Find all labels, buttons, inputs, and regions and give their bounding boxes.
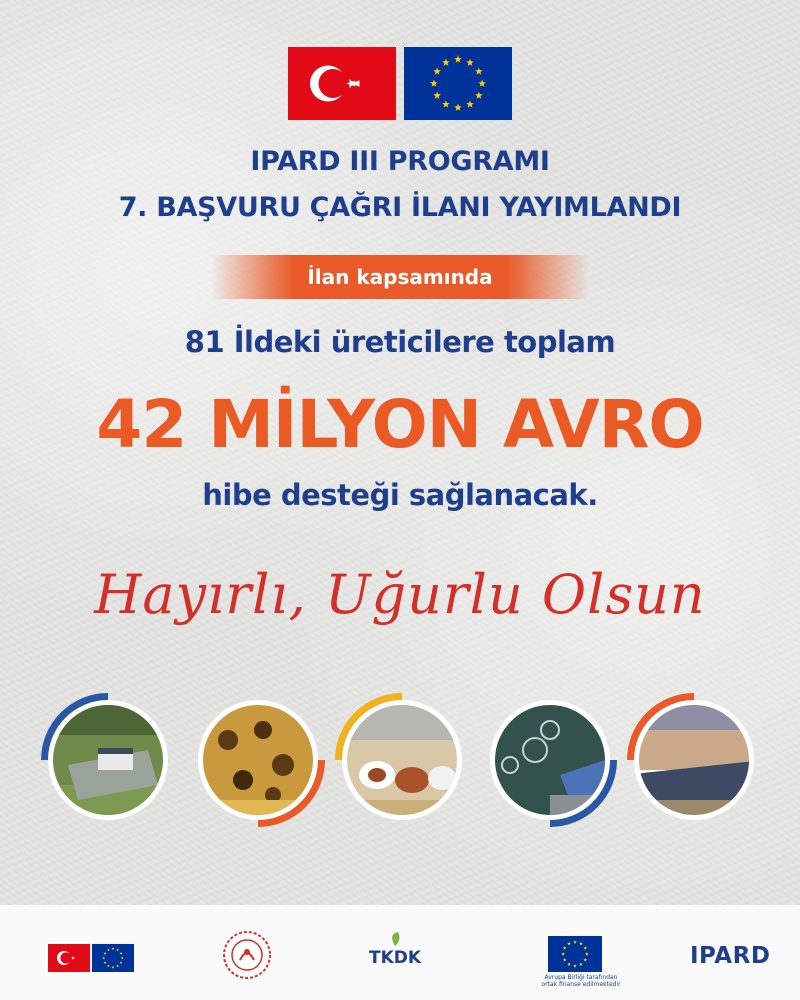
photo-beekeeping — [188, 690, 328, 830]
photo-aquaculture — [480, 690, 620, 830]
footer-eu-flag — [92, 944, 134, 976]
grant-support-line: hibe desteği sağlanacak. — [202, 478, 598, 512]
tkdk-logo-text: TKDK — [368, 948, 422, 968]
grant-amount: 42 MİLYON AVRO — [96, 386, 704, 463]
eu-note-line2: ortak finanse edilmektedir — [541, 981, 621, 988]
photo-dairy-cattle — [332, 690, 472, 830]
photo-farm-facility — [38, 690, 178, 830]
greeting-script: Hayırlı, Uğurlu Olsun — [94, 563, 706, 626]
eu-flag — [404, 47, 512, 120]
eu-note-line1: Avrupa Birliği tarafından — [544, 974, 618, 981]
producers-line: 81 İldeki üreticilere toplam — [184, 325, 616, 359]
ipard-logo-text: IPARD — [690, 943, 771, 969]
photo-solar-energy — [624, 690, 764, 830]
turkey-flag — [288, 47, 396, 120]
program-title: IPARD III PROGRAMI — [250, 146, 550, 177]
footer-turkey-flag — [48, 944, 90, 976]
scope-banner: İlan kapsamında — [210, 255, 590, 299]
footer-eu-cofinance-flag — [548, 936, 602, 976]
announcement-title: 7. BAŞVURU ÇAĞRI İLANI YAYIMLANDI — [118, 192, 682, 223]
ministry-emblem — [222, 930, 272, 984]
eu-cofinance-note — [526, 974, 636, 988]
